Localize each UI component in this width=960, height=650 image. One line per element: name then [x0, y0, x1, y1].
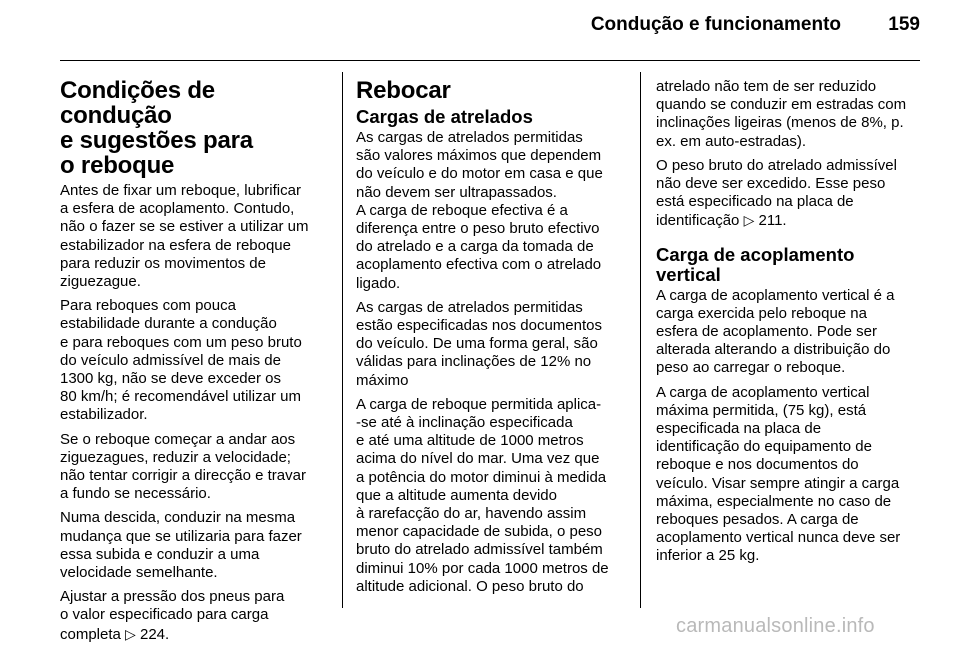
subheading-trailer-loads: Cargas de atrelados — [356, 106, 533, 127]
paragraph: As cargas de atrelados permitidas são valores máximos que dependem do veículo e do motor em casa e que não devem ser ultrapassados. A carga de reboque efectiva é a diferença entre o peso bruto efectivo do atrelado e a carga da tomada de acoplamento efectiva com o atrelado ligado. — [356, 129, 603, 292]
paragraph: A carga de reboque permitida aplica- -se até à inclinação especificada e até uma altitude de 1000 metros acima do nível do mar. Uma vez que a potência do motor diminui à medida que a altitude aumenta devido à rarefacção do ar, havendo assim menor capacidade de subida, o peso bruto do atrelado admissível também diminui 10% por cada 1000 metros de altitude adicional. O peso bruto do — [356, 395, 609, 595]
page-reference-arrow-icon: ▷ — [743, 212, 755, 229]
page-reference[interactable]: 211. — [758, 212, 787, 230]
paragraph: atrelado não tem de ser reduzido quando se conduzir em estradas com inclinações ligeiras (menos de 8%, p. ex. em auto-estradas). — [656, 78, 907, 150]
section-heading-driving-conditions: Condições de condução e sugestões para o reboque — [60, 77, 253, 179]
page-number: 159 — [888, 14, 920, 35]
paragraph: Numa descida, conduzir na mesma mudança que se utilizaria para fazer essa subida e conduzir a uma velocidade semelhante. — [60, 509, 302, 582]
column-1 — [60, 78, 330, 650]
paragraph: A carga de acoplamento vertical é a carga exercida pelo reboque na esfera de acoplamento. Pode ser alterada alterando a distribuição do peso ao carregar o reboque. — [656, 286, 895, 377]
paragraph: Antes de fixar um reboque, lubrificar a esfera de acoplamento. Contudo, não o fazer se se estiver a utilizar um estabilizador na esfera de reboque para reduzir os movimentos de ziguezague. — [60, 182, 309, 291]
paragraph: Se o reboque começar a andar aos ziguezagues, reduzir a velocidade; não tentar corrigir a direcção e travar a fundo se necessário. — [60, 430, 306, 503]
paragraph: Para reboques com pouca estabilidade durante a condução e para reboques com um peso bruto do veículo admissível de mais de 1300 kg, não se deve exceder os 80 km/h; é recomendável utilizar um estabilizador. — [60, 297, 302, 424]
page-header — [591, 14, 920, 36]
paragraph-with-reference — [656, 157, 924, 231]
page-reference[interactable]: 224. — [140, 625, 170, 643]
column-divider-1 — [342, 72, 343, 608]
column-divider-2 — [640, 72, 641, 608]
paragraph: A carga de acoplamento vertical máxima permitida, (75 kg), está especificada na placa de identificação do equipamento de reboque e nos documentos do veículo. Visar sempre atingir a carga máxima, especialmente no caso de reboques pesados. A carga de acoplamento vertical nunca deve ser inferior a 25 kg. — [656, 383, 901, 565]
paragraph: As cargas de atrelados permitidas estão especificadas nos documentos do veículo. De uma forma geral, são válidas para inclinações de 12% no máximo — [356, 298, 602, 389]
section-heading-towing: Rebocar — [356, 77, 451, 104]
page-title: Condução e funcionamento — [590, 14, 842, 35]
watermark: carmanualsonline.info — [676, 615, 875, 637]
header-rule — [60, 60, 920, 61]
column-3 — [656, 78, 924, 572]
paragraph-text: Ajustar a pressão dos pneus para o valor especificado para carga completa — [60, 588, 285, 643]
subheading-vertical-coupling-load: Carga de acoplamento vertical — [656, 243, 855, 285]
column-2 — [356, 78, 626, 602]
paragraph-with-reference — [60, 588, 330, 644]
paragraph-text: O peso bruto do atrelado admissível não deve ser excedido. Esse peso está especificado na placa de identificação — [656, 156, 897, 230]
page-reference-arrow-icon: ▷ — [125, 625, 136, 642]
